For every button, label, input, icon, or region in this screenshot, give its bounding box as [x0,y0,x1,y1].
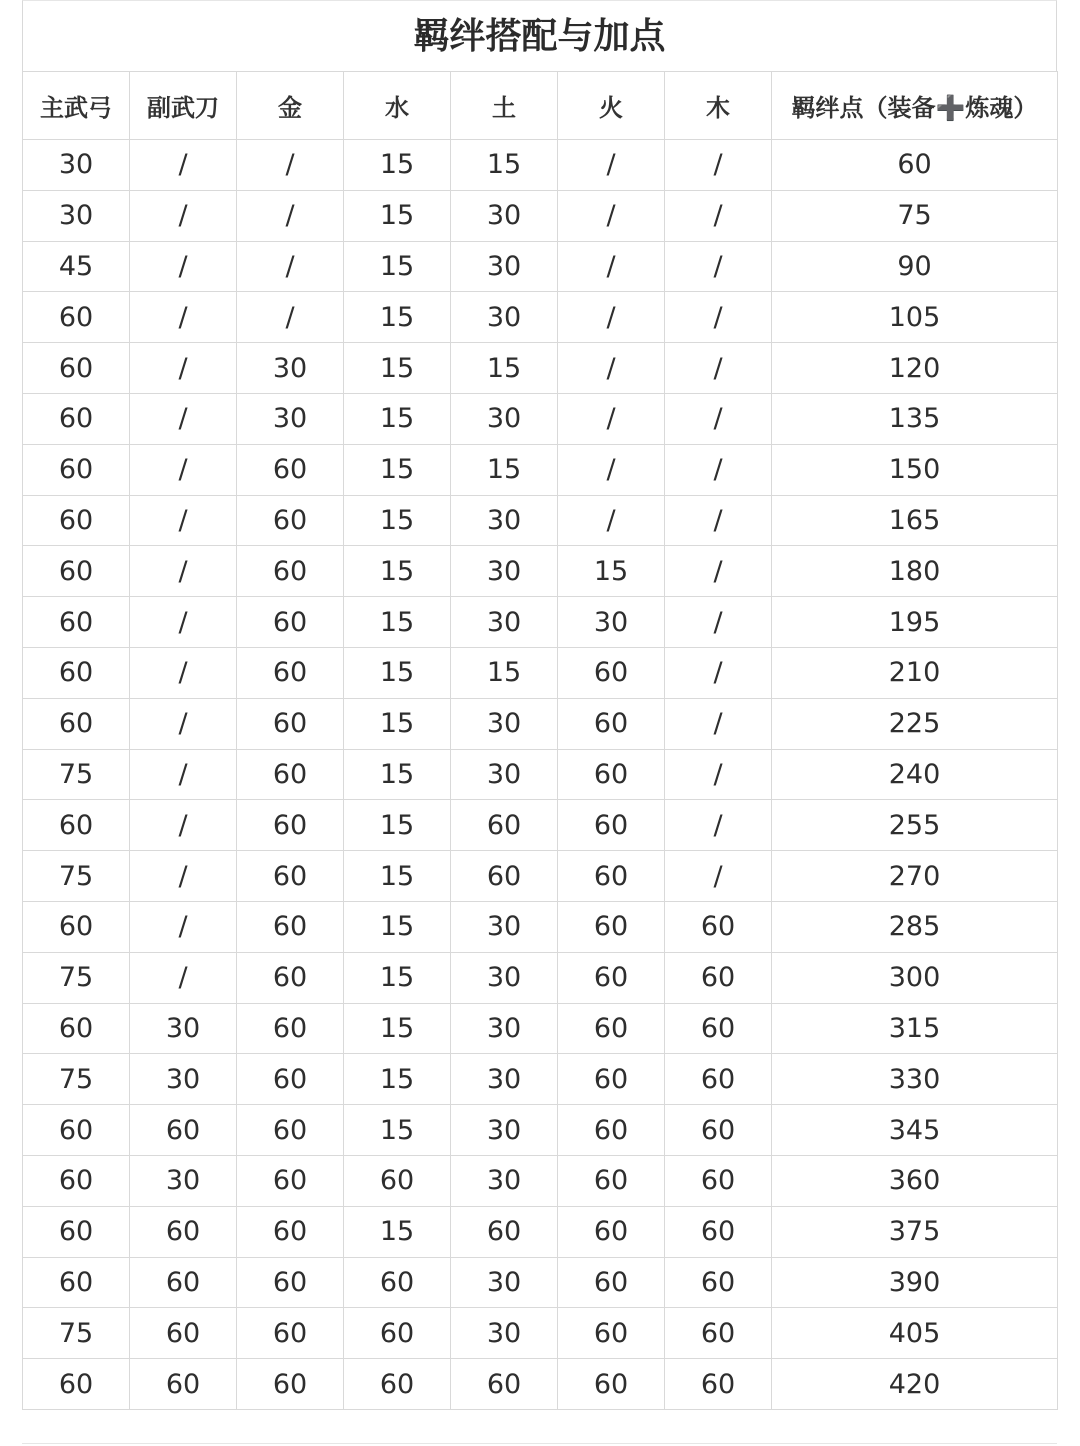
table-cell: 60 [237,698,344,749]
table-cell: 60 [665,1359,772,1410]
table-cell: 60 [558,1054,665,1105]
table-cell: / [665,647,772,698]
table-cell: 60 [237,851,344,902]
table-cell: 30 [237,393,344,444]
table-cell: 60 [130,1105,237,1156]
table-cell: 210 [772,647,1058,698]
table-row [23,1105,1058,1156]
table-cell: / [665,444,772,495]
table-cell: 60 [665,1155,772,1206]
table-cell: 15 [344,444,451,495]
table-cell: 375 [772,1206,1058,1257]
table-cell: 60 [558,901,665,952]
table-row [23,698,1058,749]
table-cell: / [665,241,772,292]
table-cell: 60 [558,1206,665,1257]
table-cell: 60 [558,647,665,698]
table-row [23,647,1058,698]
table-cell: 15 [344,1003,451,1054]
table-cell: 30 [451,1105,558,1156]
table-cell: / [130,444,237,495]
table-cell: / [130,698,237,749]
table-row [23,1206,1058,1257]
table-cell: / [665,698,772,749]
table-cell: 60 [23,1257,130,1308]
table-cell: 285 [772,901,1058,952]
header-sub-blade: 副武刀 [130,72,237,140]
table-cell: / [665,292,772,343]
table-cell: 15 [344,749,451,800]
table-cell: 120 [772,343,1058,394]
table-cell: / [558,343,665,394]
table-cell: 15 [344,393,451,444]
table-cell: 60 [23,343,130,394]
table-cell: / [665,597,772,648]
table-cell: 30 [451,292,558,343]
table-cell: / [558,292,665,343]
table-cell: 30 [130,1003,237,1054]
table-title: 羁绊搭配与加点 [22,0,1057,71]
table-row [23,546,1058,597]
table-cell: 60 [23,444,130,495]
table-cell: 135 [772,393,1058,444]
header-earth: 土 [451,72,558,140]
table-cell: 240 [772,749,1058,800]
table-cell: 300 [772,952,1058,1003]
table-cell: 60 [237,495,344,546]
table-cell: 60 [130,1308,237,1359]
table-row [23,1155,1058,1206]
table-cell: / [130,851,237,902]
table-cell: 60 [237,1308,344,1359]
table-row [23,800,1058,851]
table-row [23,1003,1058,1054]
table-row [23,901,1058,952]
table-cell: 60 [558,800,665,851]
table-cell: 60 [23,1003,130,1054]
table-row [23,393,1058,444]
table-cell: 15 [344,190,451,241]
table-cell: 60 [237,647,344,698]
table-cell: 60 [665,1003,772,1054]
table-cell: / [665,343,772,394]
table-cell: / [558,241,665,292]
table-cell: / [665,393,772,444]
table-cell: 75 [23,1308,130,1359]
table-cell: / [130,140,237,191]
table-cell: 345 [772,1105,1058,1156]
table-cell: / [130,647,237,698]
table-cell: 60 [237,800,344,851]
table-cell: 30 [451,1003,558,1054]
table-cell: 405 [772,1308,1058,1359]
table-cell: 60 [665,901,772,952]
table-cell: 60 [665,1206,772,1257]
table-cell: 60 [665,952,772,1003]
table-cell: 30 [130,1054,237,1105]
table-cell: 60 [130,1359,237,1410]
table-cell: 30 [451,1257,558,1308]
header-metal: 金 [237,72,344,140]
table-cell: / [665,851,772,902]
table-cell: 15 [451,140,558,191]
table-cell: 30 [451,1308,558,1359]
table-cell: / [237,140,344,191]
table-cell: 60 [451,851,558,902]
header-wood: 木 [665,72,772,140]
table-cell: 15 [344,495,451,546]
bond-table-sheet [22,0,1057,1410]
table-cell: 60 [558,1155,665,1206]
table-cell: / [558,140,665,191]
header-bond-points: 羁绊点（装备➕炼魂） [772,72,1058,140]
table-cell: / [130,597,237,648]
table-cell: 60 [558,698,665,749]
table-cell: 30 [451,952,558,1003]
table-cell: 15 [344,698,451,749]
table-cell: 60 [23,292,130,343]
table-cell: / [130,292,237,343]
table-row [23,597,1058,648]
table-cell: 15 [344,1206,451,1257]
table-cell: / [665,190,772,241]
table-cell: / [665,495,772,546]
table-cell: / [130,749,237,800]
bottom-divider [22,1443,1057,1444]
table-cell: 60 [23,393,130,444]
table-cell: 60 [23,647,130,698]
table-cell: 60 [23,1155,130,1206]
table-cell: 60 [451,800,558,851]
table-cell: 45 [23,241,130,292]
table-cell: / [665,749,772,800]
table-cell: 30 [558,597,665,648]
table-cell: 15 [344,800,451,851]
table-cell: 75 [23,1054,130,1105]
table-cell: 60 [558,1308,665,1359]
header-fire: 火 [558,72,665,140]
table-cell: 60 [237,1206,344,1257]
table-cell: 420 [772,1359,1058,1410]
table-cell: 75 [23,952,130,1003]
table-cell: 360 [772,1155,1058,1206]
table-row [23,1308,1058,1359]
table-cell: 60 [665,1054,772,1105]
table-cell: 60 [23,1359,130,1410]
table-cell: 60 [237,546,344,597]
table-cell: 60 [237,749,344,800]
table-cell: 60 [23,1105,130,1156]
table-cell: 60 [237,1003,344,1054]
table-cell: 60 [23,1206,130,1257]
table-cell: 30 [451,495,558,546]
table-cell: 315 [772,1003,1058,1054]
table-row [23,140,1058,191]
table-cell: 30 [451,749,558,800]
table-cell: / [558,495,665,546]
table-cell: 60 [665,1308,772,1359]
table-cell: 30 [451,241,558,292]
table-cell: / [130,343,237,394]
table-cell: 15 [344,647,451,698]
table-cell: 60 [237,444,344,495]
table-cell: / [130,952,237,1003]
table-row [23,1257,1058,1308]
table-cell: 15 [344,851,451,902]
table-cell: 60 [237,1359,344,1410]
table-row [23,343,1058,394]
table-body [23,140,1058,1410]
table-cell: 60 [344,1155,451,1206]
table-cell: / [130,393,237,444]
table-cell: 60 [23,546,130,597]
table-cell: 390 [772,1257,1058,1308]
table-cell: 255 [772,800,1058,851]
table-cell: 15 [344,1105,451,1156]
table-cell: 15 [451,444,558,495]
table-cell: 30 [130,1155,237,1206]
table-cell: 60 [772,140,1058,191]
table-row [23,1359,1058,1410]
table-cell: 60 [130,1206,237,1257]
table-cell: 30 [451,1054,558,1105]
table-cell: 15 [344,546,451,597]
table-cell: 60 [344,1359,451,1410]
table-cell: 15 [344,343,451,394]
table-cell: 75 [23,851,130,902]
table-cell: 30 [451,597,558,648]
table-cell: 330 [772,1054,1058,1105]
table-cell: 15 [344,597,451,648]
table-cell: 225 [772,698,1058,749]
table-cell: 60 [237,597,344,648]
table-row [23,292,1058,343]
table-cell: 105 [772,292,1058,343]
table-cell: / [130,190,237,241]
table-cell: / [665,546,772,597]
table-cell: 15 [344,292,451,343]
table-cell: 60 [665,1257,772,1308]
table-cell: 150 [772,444,1058,495]
table-row [23,1054,1058,1105]
table-cell: 60 [237,901,344,952]
table-cell: 60 [558,1105,665,1156]
table-row [23,444,1058,495]
table-cell: 60 [344,1257,451,1308]
table-row [23,495,1058,546]
table-cell: 15 [344,1054,451,1105]
table-cell: 75 [23,749,130,800]
table-cell: 30 [451,1155,558,1206]
table-cell: / [237,241,344,292]
header-row [23,72,1058,140]
table-cell: / [237,190,344,241]
table-cell: 60 [558,1003,665,1054]
table-cell: 15 [344,140,451,191]
table-row [23,241,1058,292]
table-cell: 60 [23,495,130,546]
table-cell: 165 [772,495,1058,546]
table-cell: 60 [237,1155,344,1206]
table-cell: 15 [451,647,558,698]
table-row [23,749,1058,800]
table-row [23,190,1058,241]
table-cell: 15 [451,343,558,394]
table-cell: / [237,292,344,343]
table-cell: 60 [237,1105,344,1156]
table-cell: 15 [558,546,665,597]
table-cell: 60 [237,1257,344,1308]
table-cell: 60 [130,1257,237,1308]
table-cell: 75 [772,190,1058,241]
table-cell: 30 [23,140,130,191]
table-row [23,952,1058,1003]
table-cell: 30 [451,190,558,241]
table-cell: 30 [451,901,558,952]
table-cell: / [558,444,665,495]
table-cell: 30 [237,343,344,394]
table-cell: 60 [237,1054,344,1105]
table-cell: 60 [23,901,130,952]
table-cell: 270 [772,851,1058,902]
table-cell: 30 [451,546,558,597]
table-cell: 195 [772,597,1058,648]
table-cell: 60 [237,952,344,1003]
table-cell: 60 [665,1105,772,1156]
table-cell: 180 [772,546,1058,597]
table-cell: 60 [558,749,665,800]
table-cell: 15 [344,952,451,1003]
bond-table [22,71,1058,1410]
table-cell: 60 [558,851,665,902]
header-water: 水 [344,72,451,140]
table-cell: 15 [344,901,451,952]
table-cell: / [130,800,237,851]
table-cell: / [558,190,665,241]
table-cell: 60 [451,1206,558,1257]
table-cell: 30 [451,393,558,444]
table-cell: 30 [23,190,130,241]
header-main-bow: 主武弓 [23,72,130,140]
table-cell: / [130,546,237,597]
table-cell: / [665,140,772,191]
table-cell: 60 [558,1359,665,1410]
table-row [23,851,1058,902]
table-cell: 15 [344,241,451,292]
table-cell: / [665,800,772,851]
table-cell: / [130,901,237,952]
table-cell: 60 [451,1359,558,1410]
table-cell: / [130,241,237,292]
table-cell: 60 [558,1257,665,1308]
table-cell: 30 [451,698,558,749]
table-cell: 60 [344,1308,451,1359]
table-cell: / [130,495,237,546]
table-cell: 60 [23,698,130,749]
table-cell: 90 [772,241,1058,292]
table-cell: 60 [23,597,130,648]
table-cell: 60 [23,800,130,851]
table-cell: / [558,393,665,444]
table-cell: 60 [558,952,665,1003]
